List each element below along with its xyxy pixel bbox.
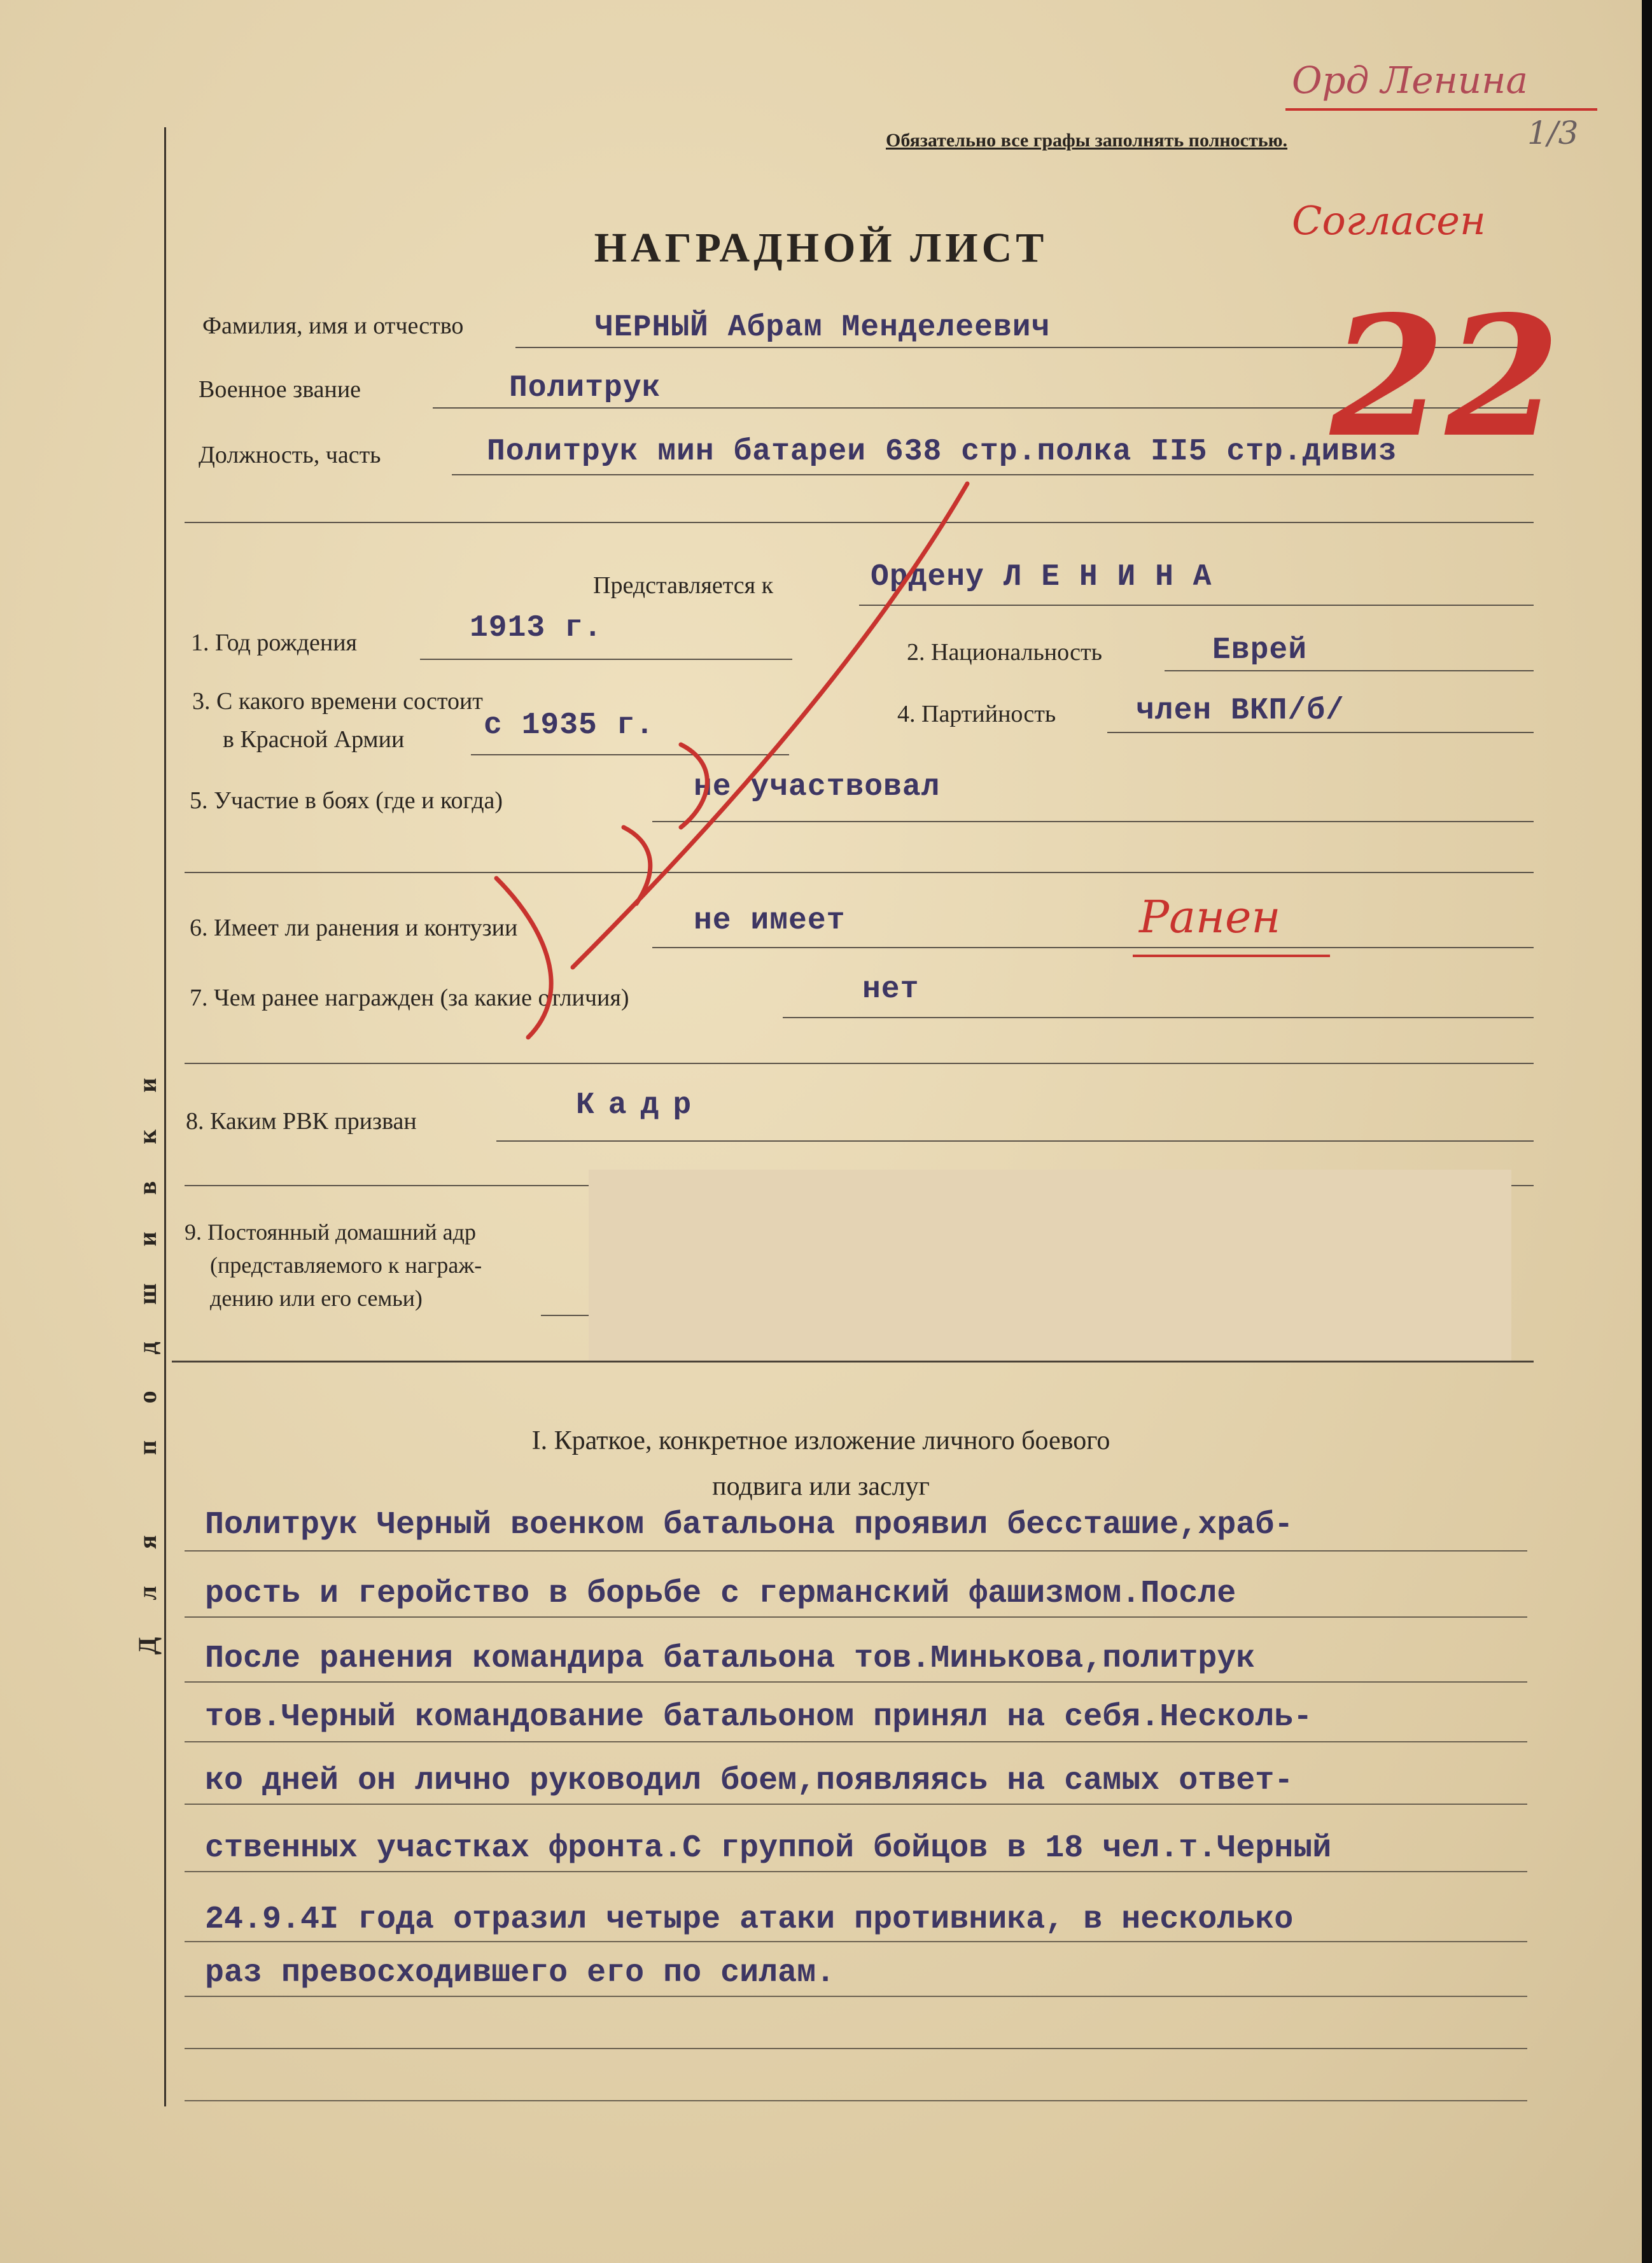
body-rule-10 [185, 2100, 1527, 2101]
party-value: член ВКП/б/ [1136, 694, 1345, 728]
nationality-underline [1165, 670, 1534, 671]
party-label: 4. Партийность [897, 701, 1056, 727]
body-rule-8 [185, 1996, 1527, 1997]
award-sheet: Для подшивки Обязательно все графы заполнять полностью. НАГРАДНОЙ ЛИСТ Фамилия, имя и отчество ЧЕРНЫЙ Абрам Менделеевич Военное звание Политрук Должность, часть Политрук мин батареи 638 стр.полка II5 стр.дивиз Представляется к Ордену Л Е Н И Н А 1. Год рождения 1913 г. 2. Национальность Еврей 3. С какого времени состоит в Красной Армии с 1935 г. 4. Партийность член ВКП/б/ 5. Участие в боях (где и когда) не участвовал 6. Имеет ли ранения и контузии не имеет 7. Чем ранее награжден (за какие отличия) нет 8. Каким РВК призван Кадр 9. Постоянный домашний адр (представляемого к награж- дению или его семьи) I. Краткое, конкретное изложение личного боевого подвига или заслуг Политрук Черный военком батальона проявил бессташие,храб- рость и геройство в борьбе с германский фашизмом.После После ранения командира батальона тов.Минькова,политрук тов.Черный командование батальоном принял на себя.Несколь- ко дней он лично руководил боем,появляясь на самых ответ- ственных участках фронта.С группой бойцов в 18 чел.т.Черный 24.9.4I года отразил четыре атаки противника, в несколько раз превосходившего его по силам. Орд Ленина Согласен 22 Ранен 1/3 [0, 0, 1642, 2263]
body-rule-6 [185, 1871, 1527, 1872]
body-line-3: После ранения командира батальона тов.Минькова,политрук [205, 1641, 1256, 1677]
address-underline [541, 1315, 592, 1316]
previous-awards-label: 7. Чем ранее награжден (за какие отличия) [190, 984, 629, 1011]
body-rule-2 [185, 1616, 1527, 1618]
handwritten-wounded: Ранен [1139, 891, 1281, 943]
section1-heading [0, 1418, 1642, 1510]
previous-awards-value: нет [862, 972, 920, 1007]
red-underline-top [1285, 108, 1597, 111]
wounds-value: не имеет [694, 904, 846, 938]
section1-heading-line2: подвига или заслуг [712, 1472, 930, 1501]
body-rule-4 [185, 1741, 1527, 1742]
rank-label: Военное звание [199, 376, 361, 403]
body-line-5: ко дней он лично руководил боем,появляясь на самых ответ- [205, 1763, 1294, 1799]
body-line-7: 24.9.4I года отразил четыре атаки противника, в несколько [205, 1902, 1294, 1938]
nationality-label: 2. Национальность [907, 639, 1102, 666]
party-underline [1107, 732, 1534, 733]
battles-label: 5. Участие в боях (где и когда) [190, 787, 503, 814]
red-underline-wounded [1133, 955, 1330, 957]
previous-awards-underline-2 [185, 1063, 1534, 1064]
army-since-value: с 1935 г. [484, 708, 655, 743]
body-rule-1 [185, 1550, 1527, 1552]
header-note: Обязательно все графы заполнять полностью. [886, 130, 1288, 151]
nationality-value: Еврей [1212, 633, 1308, 668]
document-title: НАГРАДНОЙ ЛИСТ [594, 225, 1048, 271]
red-pencil-signature [382, 445, 1018, 1050]
handwritten-corner: 1/3 [1527, 115, 1579, 151]
body-line-4: тов.Черный командование батальоном принял на себя.Несколь- [205, 1699, 1313, 1735]
rvk-label: 8. Каким РВК призван [186, 1108, 417, 1135]
handwritten-agreed: Согласен [1292, 197, 1486, 244]
address-label [185, 1216, 592, 1315]
redacted-address-block [589, 1170, 1511, 1361]
nominated-label: Представляется к [593, 572, 774, 599]
wounds-label: 6. Имеет ли ранения и контузии [190, 914, 518, 941]
army-since-label-1: 3. С какого времени состоит [192, 688, 483, 715]
handwritten-number: 22 [1330, 280, 1560, 474]
body-line-1: Политрук Черный военком батальона проявил бессташие,храб- [205, 1507, 1294, 1543]
handwritten-top-right: Орд Ленина [1292, 59, 1528, 102]
army-since-label-2: в Красной Армии [223, 726, 405, 753]
address-label-2: (представляемого к награж- [210, 1252, 482, 1278]
section-separator [172, 1361, 1534, 1363]
body-line-6: ственных участках фронта.С группой бойцов в 18 чел.т.Черный [205, 1830, 1332, 1867]
section1-heading-line1: I. Краткое, конкретное изложение личного боевого [531, 1426, 1110, 1455]
name-label: Фамилия, имя и отчество [202, 312, 464, 339]
rank-value: Политрук [509, 371, 661, 405]
position-label: Должность, часть [199, 442, 381, 468]
body-rule-3 [185, 1681, 1527, 1683]
rvk-underline [496, 1140, 1534, 1142]
rvk-value: Кадр [576, 1088, 706, 1123]
body-line-2: рость и геройство в борьбе с германский фашизмом.После [205, 1576, 1236, 1612]
battles-value: не участвовал [694, 770, 941, 804]
name-value: ЧЕРНЫЙ Абрам Менделеевич [595, 311, 1051, 345]
body-rule-7 [185, 1941, 1527, 1942]
body-rule-9 [185, 2048, 1527, 2049]
binding-border [164, 127, 166, 2106]
nominated-value: Ордену Л Е Н И Н А [871, 560, 1212, 594]
position-value: Политрук мин батареи 638 стр.полка II5 стр.дивиз [487, 435, 1397, 469]
body-rule-5 [185, 1804, 1527, 1805]
birth-year-value: 1913 г. [470, 611, 603, 645]
address-label-3: дению или его семьи) [210, 1286, 423, 1311]
address-label-1: 9. Постоянный домашний адр [185, 1219, 476, 1245]
body-line-8: раз превосходившего его по силам. [205, 1955, 836, 1991]
birth-year-label: 1. Год рождения [191, 629, 358, 656]
